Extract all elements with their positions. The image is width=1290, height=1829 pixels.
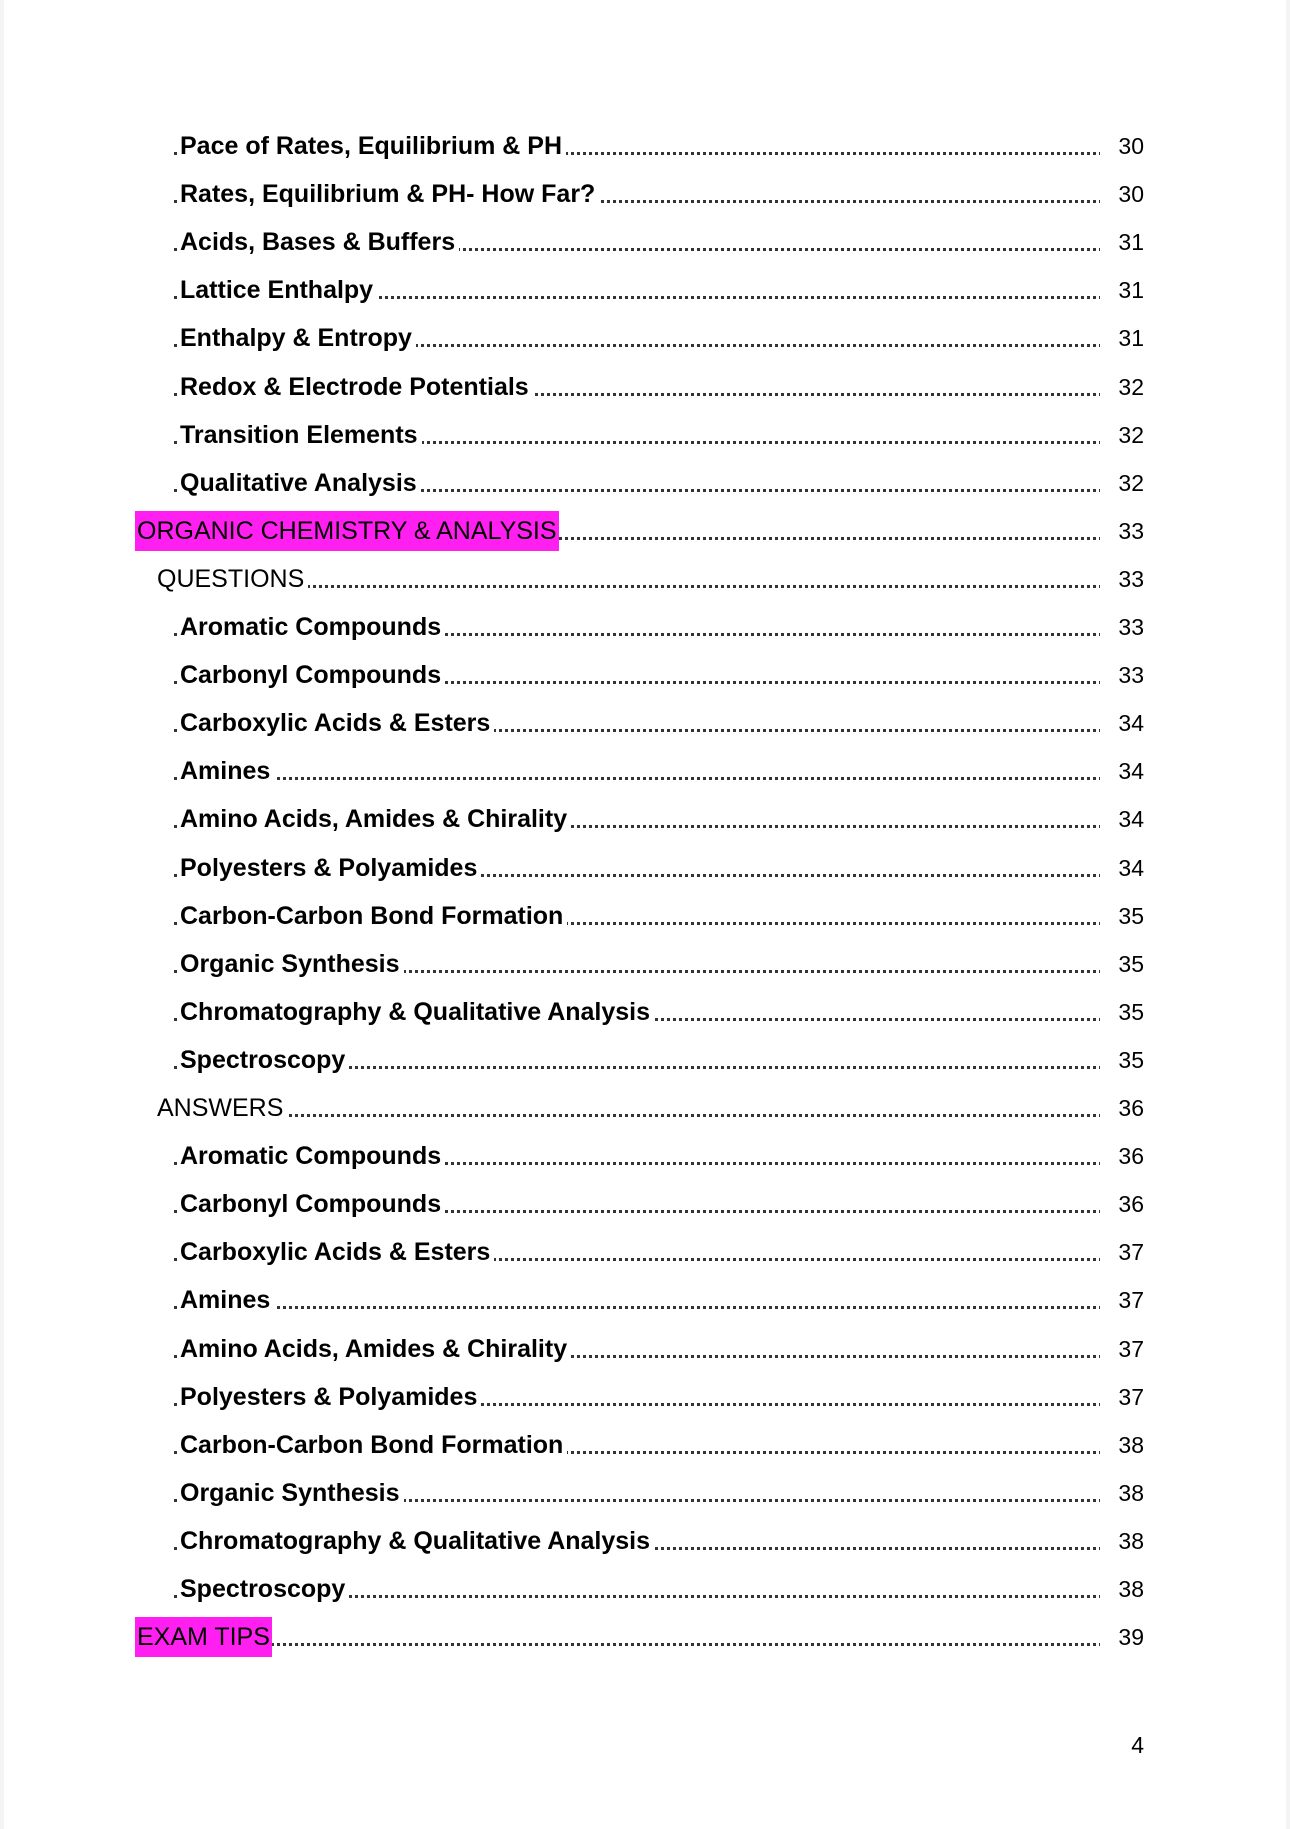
toc-entry-page-number: 32 [1100, 367, 1144, 407]
toc-entry-page-number: 34 [1100, 848, 1144, 888]
toc-entry-page-number: 39 [1100, 1617, 1144, 1657]
toc-entry-title: Polyesters & Polyamides [180, 1377, 481, 1417]
toc-entry-page-number: 33 [1100, 607, 1144, 647]
dot-leader [174, 1306, 1126, 1309]
toc-entry[interactable] [4, 367, 1286, 407]
toc-entry-title: Aromatic Compounds [180, 1136, 445, 1176]
toc-entry[interactable] [4, 270, 1286, 310]
toc-entry-title: Organic Synthesis [180, 944, 404, 984]
toc-entry-page-number: 37 [1100, 1329, 1144, 1369]
toc-entry-title: EXAM TIPS [135, 1617, 272, 1657]
toc-entry[interactable] [4, 463, 1286, 503]
toc-entry-page-number: 30 [1100, 126, 1144, 166]
toc-entry[interactable] [4, 415, 1286, 455]
toc-entry-title: Enthalpy & Entropy [180, 318, 416, 358]
toc-entry-title: Polyesters & Polyamides [180, 848, 481, 888]
toc-entry-title: Rates, Equilibrium & PH- How Far? [180, 174, 599, 214]
toc-entry-title: Spectroscopy [180, 1040, 349, 1080]
toc-entry-page-number: 34 [1100, 703, 1144, 743]
toc-entry-title: Chromatography & Qualitative Analysis [180, 992, 654, 1032]
toc-entry[interactable] [4, 992, 1286, 1032]
toc-entry-title: QUESTIONS [157, 559, 308, 599]
toc-entry-title: Redox & Electrode Potentials [180, 367, 533, 407]
toc-entry-page-number: 31 [1100, 222, 1144, 262]
toc-entry-page-number: 36 [1100, 1088, 1144, 1128]
toc-entry[interactable] [4, 1088, 1286, 1128]
toc-entry-title: Pace of Rates, Equilibrium & PH [180, 126, 566, 166]
toc-entry-title: Carbonyl Compounds [180, 655, 445, 695]
dot-leader [174, 1114, 1126, 1117]
toc-entry[interactable] [4, 799, 1286, 839]
toc-entry-page-number: 34 [1100, 751, 1144, 791]
toc-entry[interactable] [4, 655, 1286, 695]
toc-entry[interactable] [4, 1329, 1286, 1369]
toc-entry[interactable] [4, 222, 1286, 262]
toc-entry-title: Carbonyl Compounds [180, 1184, 445, 1224]
toc-entry-page-number: 31 [1100, 270, 1144, 310]
toc-entry-page-number: 35 [1100, 992, 1144, 1032]
toc-entry-page-number: 31 [1100, 318, 1144, 358]
toc-entry[interactable] [4, 1521, 1286, 1561]
toc-entry-page-number: 38 [1100, 1425, 1144, 1465]
toc-entry-title: Aromatic Compounds [180, 607, 445, 647]
toc-entry[interactable] [4, 511, 1286, 551]
toc-entry-title: Carboxylic Acids & Esters [180, 1232, 494, 1272]
toc-entry-title: Organic Synthesis [180, 1473, 404, 1513]
toc-entry-page-number: 37 [1100, 1280, 1144, 1320]
toc-entry-title: Carbon-Carbon Bond Formation [180, 896, 567, 936]
toc-entry[interactable] [4, 1377, 1286, 1417]
toc-entry[interactable] [4, 126, 1286, 166]
toc-entry-page-number: 35 [1100, 944, 1144, 984]
toc-entry-page-number: 34 [1100, 799, 1144, 839]
toc-entry-title: Transition Elements [180, 415, 422, 455]
toc-entry-title: Amino Acids, Amides & Chirality [180, 1329, 571, 1369]
toc-entry[interactable] [4, 1569, 1286, 1609]
toc-entry-page-number: 32 [1100, 415, 1144, 455]
toc-entry-page-number: 33 [1100, 511, 1144, 551]
toc-entry-page-number: 38 [1100, 1473, 1144, 1513]
toc-entry-title: Spectroscopy [180, 1569, 349, 1609]
toc-entry-title: ANSWERS [157, 1088, 287, 1128]
toc-entry[interactable] [4, 174, 1286, 214]
toc-entry[interactable] [4, 318, 1286, 358]
dot-leader [174, 585, 1126, 588]
toc-entry-page-number: 33 [1100, 559, 1144, 599]
document-page [4, 0, 1286, 1829]
toc-entry-title: Lattice Enthalpy [180, 270, 377, 310]
toc-entry[interactable] [4, 944, 1286, 984]
toc-entry[interactable] [4, 1280, 1286, 1320]
toc-entry-page-number: 38 [1100, 1569, 1144, 1609]
toc-entry-page-number: 35 [1100, 1040, 1144, 1080]
toc-entry[interactable] [4, 1184, 1286, 1224]
toc-entry[interactable] [4, 703, 1286, 743]
toc-entry[interactable] [4, 848, 1286, 888]
toc-entry-page-number: 32 [1100, 463, 1144, 503]
toc-entry[interactable] [4, 1040, 1286, 1080]
toc-entry-page-number: 33 [1100, 655, 1144, 695]
toc-entry-title: Amino Acids, Amides & Chirality [180, 799, 571, 839]
toc-entry-title: Amines [180, 751, 274, 791]
toc-entry[interactable] [4, 1136, 1286, 1176]
toc-entry[interactable] [4, 1425, 1286, 1465]
toc-entry-page-number: 37 [1100, 1232, 1144, 1272]
toc-entry-page-number: 37 [1100, 1377, 1144, 1417]
toc-entry-page-number: 35 [1100, 896, 1144, 936]
toc-entry-title: Qualitative Analysis [180, 463, 421, 503]
toc-entry[interactable] [4, 607, 1286, 647]
toc-entry-title: Carbon-Carbon Bond Formation [180, 1425, 567, 1465]
toc-entry[interactable] [4, 1473, 1286, 1513]
toc-entry-page-number: 36 [1100, 1184, 1144, 1224]
toc-entry-title: Carboxylic Acids & Esters [180, 703, 494, 743]
toc-entry[interactable] [4, 896, 1286, 936]
toc-entry-title: Amines [180, 1280, 274, 1320]
dot-leader [174, 1643, 1126, 1646]
toc-entry-title: ORGANIC CHEMISTRY & ANALYSIS [135, 511, 559, 551]
toc-entry-title: Acids, Bases & Buffers [180, 222, 459, 262]
toc-entry[interactable] [4, 1617, 1286, 1657]
toc-entry[interactable] [4, 559, 1286, 599]
page-number: 4 [1131, 1732, 1144, 1758]
dot-leader [174, 777, 1126, 780]
toc-entry[interactable] [4, 751, 1286, 791]
toc-entry[interactable] [4, 1232, 1286, 1272]
toc-entry-title: Chromatography & Qualitative Analysis [180, 1521, 654, 1561]
toc-entry-page-number: 36 [1100, 1136, 1144, 1176]
toc-entry-page-number: 38 [1100, 1521, 1144, 1561]
toc-entry-page-number: 30 [1100, 174, 1144, 214]
